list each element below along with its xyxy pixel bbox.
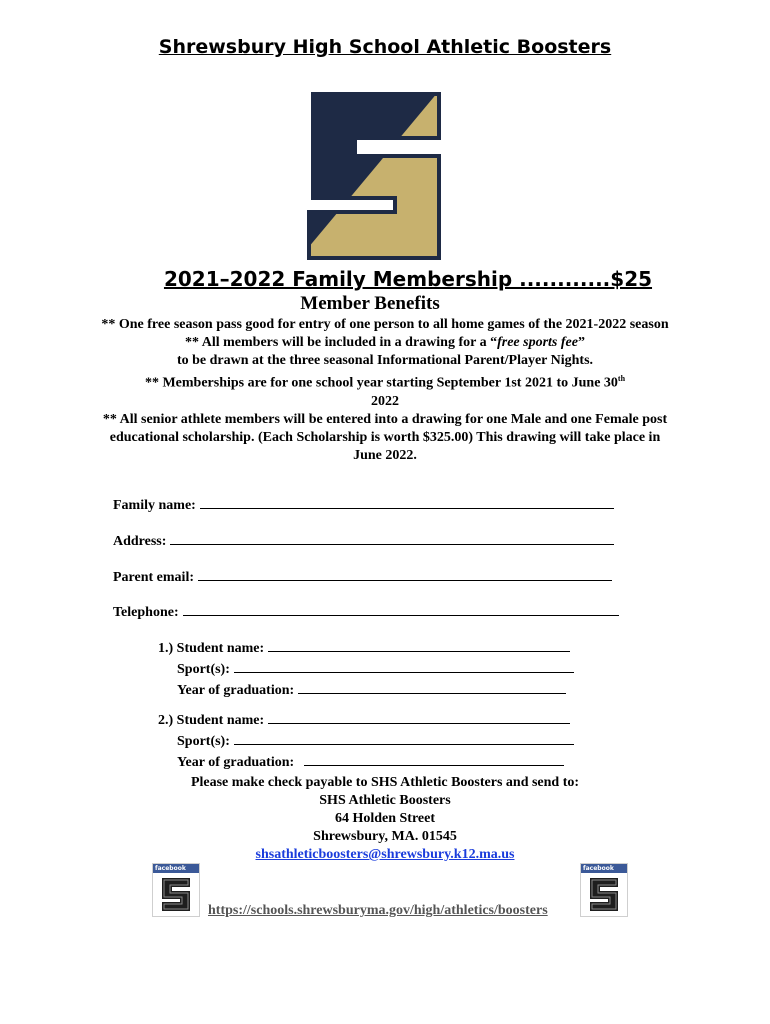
benefits-list (100, 316, 670, 465)
student-1-sports-field[interactable]: Sport(s): (158, 658, 574, 679)
shs-s-icon (153, 873, 199, 916)
student-1-block (158, 637, 574, 700)
mail-street: 64 Holden Street (334, 811, 436, 826)
facebook-label: facebook (581, 864, 627, 873)
mail-instruction: Please make check payable to SHS Athletic Boosters and send to: (190, 775, 580, 790)
benefit-sports-fee: ** All members will be included in a drawing for a “free sports fee” to be drawn at the three seasonal Informational Parent/Player Nights. (176, 335, 594, 368)
student-2-block (158, 709, 574, 772)
student-2-year-field[interactable]: Year of graduation: (158, 751, 574, 772)
student-2-sports-field[interactable]: Sport(s): (158, 730, 574, 751)
family-name-field[interactable]: Family name: (113, 494, 614, 515)
benefit-school-year: ** Memberships are for one school year starting September 1st 2021 to June 30th 2022 (144, 374, 626, 409)
shs-s-logo (303, 86, 443, 264)
shs-s-icon (581, 873, 627, 916)
telephone-field[interactable]: Telephone: (113, 601, 619, 622)
membership-heading: 2021–2022 Family Membership ............$25 (163, 267, 653, 291)
email-link[interactable]: shsathleticboosters@shrewsbury.k12.ma.us (255, 847, 515, 862)
benefit-scholarship: ** All senior athlete members will be entered into a drawing for one Male and one Female post educational scholarship. (Each Scholarship is worth $325.00) This drawing will take place in June 2022. (102, 411, 668, 463)
benefit-season-pass: ** One free season pass good for entry of one person to all home games of the 2021-2022 season (101, 317, 669, 332)
mail-city: Shrewsbury, MA. 01545 (313, 829, 457, 844)
mail-org: SHS Athletic Boosters (319, 793, 451, 808)
student-1-name-field[interactable]: 1.) Student name: (158, 637, 574, 658)
address-field[interactable]: Address: (113, 530, 614, 551)
mailing-address (0, 774, 770, 864)
facebook-label: facebook (153, 864, 199, 873)
page-title: Shrewsbury High School Athletic Boosters (158, 36, 612, 58)
website-link[interactable]: https://schools.shrewsburyma.gov/high/athletics/boosters (208, 903, 548, 918)
benefits-title: Member Benefits (300, 293, 440, 314)
student-2-name-field[interactable]: 2.) Student name: (158, 709, 574, 730)
facebook-badge-right[interactable] (580, 863, 628, 917)
parent-email-field[interactable]: Parent email: (113, 566, 612, 587)
facebook-badge-left[interactable] (152, 863, 200, 917)
student-1-year-field[interactable]: Year of graduation: (158, 679, 574, 700)
